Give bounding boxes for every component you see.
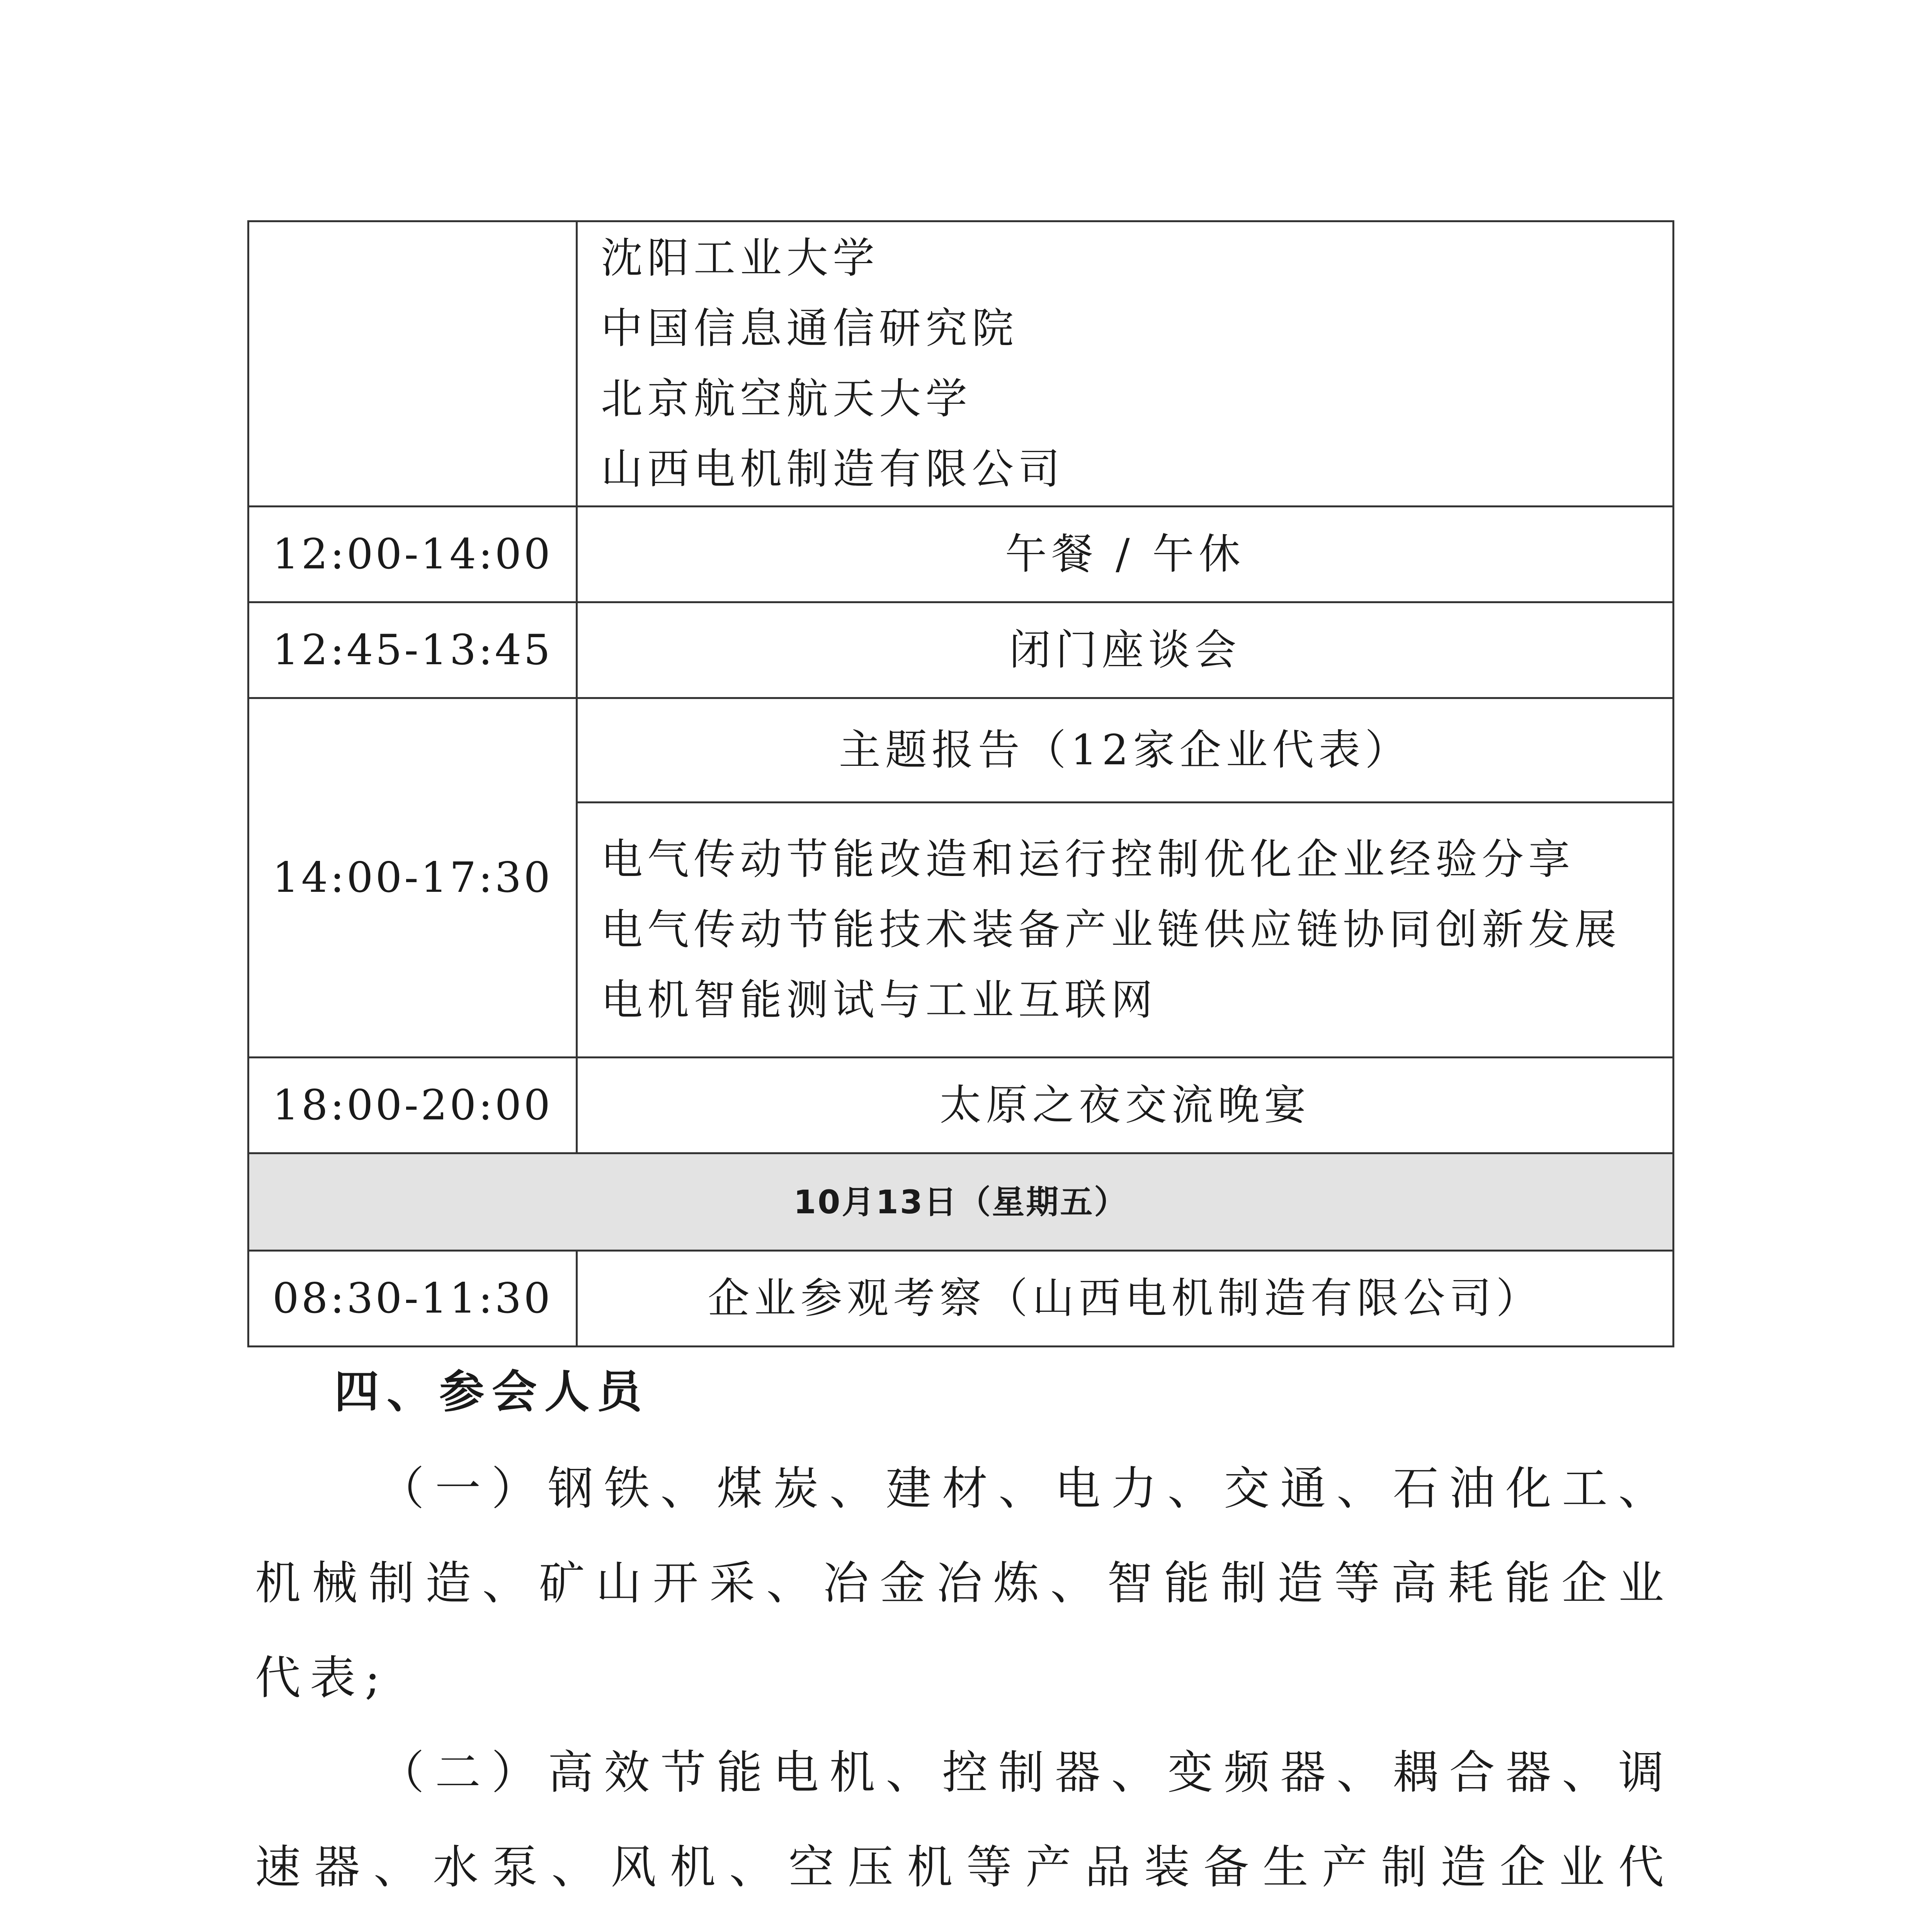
keynote-topic: 电气传动节能技术装备产业链供应链协同创新发展	[601, 905, 1621, 954]
activity-cell: 午餐 / 午休	[577, 507, 1674, 602]
time-cell: 12:00-14:00	[248, 507, 577, 602]
schedule-row-site-visit	[248, 1251, 1674, 1347]
time-cell: 18:00-20:00	[248, 1058, 577, 1153]
schedule-row-closed-meeting	[248, 602, 1674, 698]
section-heading: 四、参会人员	[334, 1366, 650, 1418]
institution-item: 北京航空航天大学	[601, 374, 972, 423]
schedule-table	[247, 220, 1674, 1347]
schedule-row-lunch	[248, 507, 1674, 602]
empty-time-cell	[248, 221, 577, 507]
date-header: 10月13日（星期五）	[248, 1153, 1674, 1251]
date-header-row	[248, 1153, 1674, 1251]
keynote-topic: 电气传动节能改造和运行控制优化企业经验分享	[601, 835, 1575, 884]
time-cell: 08:30-11:30	[248, 1251, 577, 1347]
attendee-paragraph: （一）钢铁、煤炭、建材、电力、交通、石油化工、机械制造、矿山开采、冶金冶炼、智能制造等高耗能企业代表;	[255, 1462, 1673, 1704]
activity-cell: 太原之夜交流晚宴	[577, 1058, 1674, 1153]
keynote-topic-list	[577, 803, 1674, 1058]
keynote-topic: 电机智能测试与工业互联网	[601, 976, 1158, 1024]
keynote-heading: 主题报告（12家企业代表）	[577, 698, 1674, 803]
institution-list	[577, 221, 1674, 507]
attendee-list	[255, 1441, 1673, 1932]
schedule-row-keynote-heading	[248, 698, 1674, 803]
institution-item: 山西电机制造有限公司	[601, 445, 1065, 493]
time-cell: 12:45-13:45	[248, 602, 577, 698]
time-cell: 14:00-17:30	[248, 698, 577, 1058]
attendee-paragraph: （二）高效节能电机、控制器、变频器、耦合器、调速器、水泵、风机、空压机等产品装备生产制造企业代	[255, 1746, 1673, 1894]
activity-cell: 企业参观考察（山西电机制造有限公司）	[577, 1251, 1674, 1347]
activity-cell: 闭门座谈会	[577, 602, 1674, 698]
institution-item: 中国信息通信研究院	[601, 304, 1019, 353]
institution-item: 沈阳工业大学	[601, 234, 879, 282]
institutions-row	[248, 221, 1674, 507]
schedule-row-dinner	[248, 1058, 1674, 1153]
